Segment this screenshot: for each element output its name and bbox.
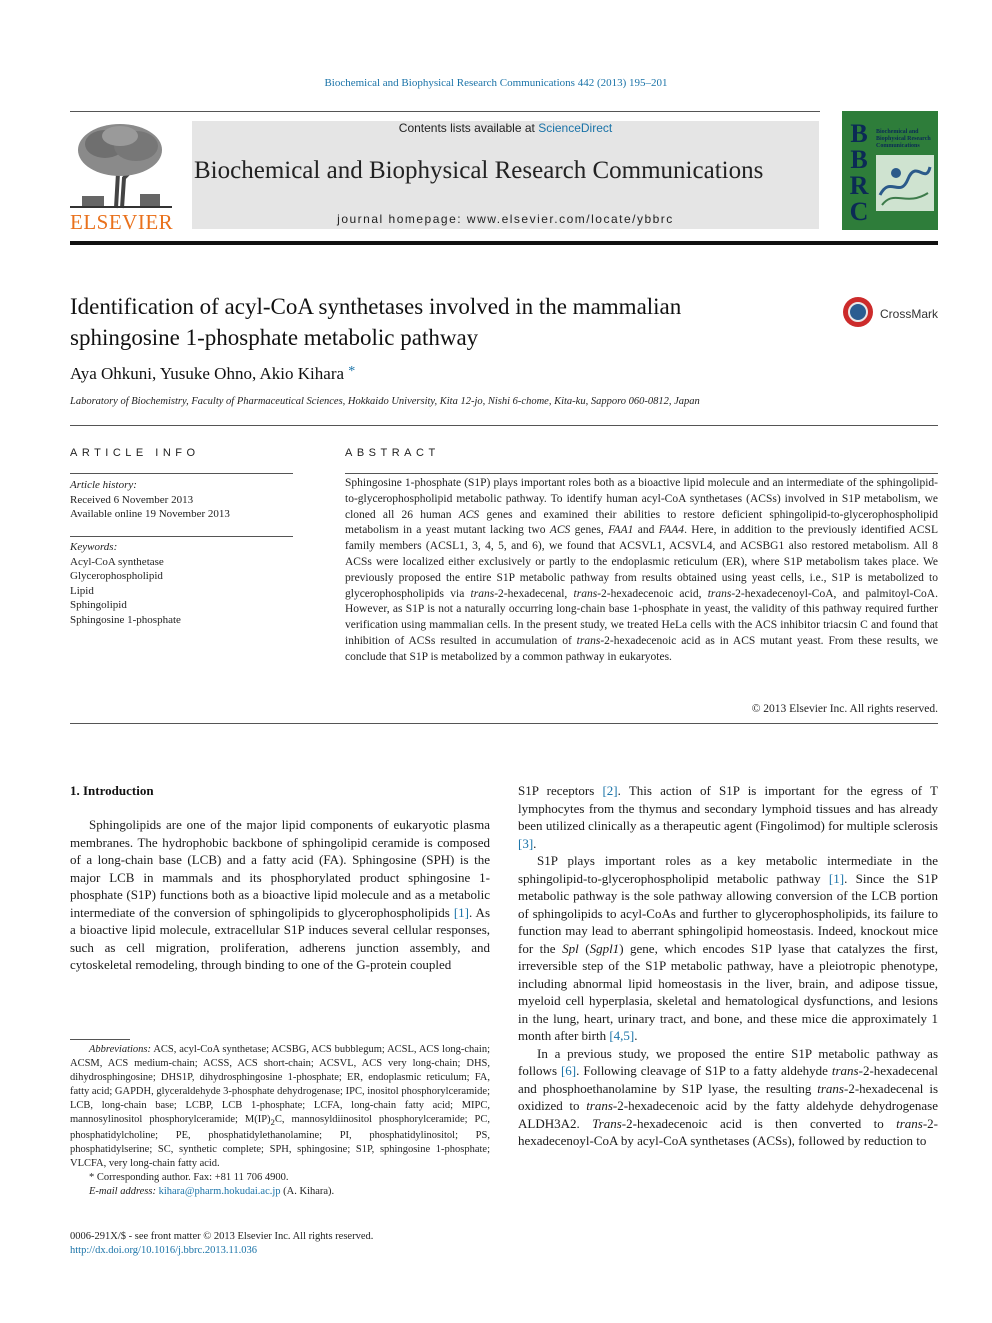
- email-link[interactable]: kihara@pharm.hokudai.ac.jp: [158, 1186, 281, 1198]
- issn-line: 0006-291X/$ - see front matter © 2013 Elsevier Inc. All rights reserved.: [70, 1231, 374, 1242]
- intro-left-column: [70, 816, 490, 974]
- intro-paragraph: S1P receptors [2]. This action of S1P is important for the egress of T lymphocytes from the thymus and secondary lymphoid tissues and has already been utilized clinically as a therapeutic agent (Fingolimod) for multiple sclerosis [3].: [518, 783, 938, 851]
- keyword: Sphingosine 1-phosphate: [70, 613, 181, 626]
- crossmark-label: CrossMark: [880, 307, 939, 321]
- intro-right-column: [518, 782, 938, 1150]
- footnotes: [70, 1043, 490, 1199]
- elsevier-logo[interactable]: [70, 118, 172, 232]
- article-title: Identification of acyl-CoA synthetases involved in the mammalian sphingosine 1-phosphate metabolic pathway: [70, 294, 682, 350]
- crossmark-icon: [843, 297, 873, 327]
- divider: [70, 473, 293, 474]
- contents-prefix: Contents lists available at: [398, 121, 539, 135]
- article-info-heading: ARTICLE INFO: [70, 447, 200, 459]
- cover-title: Biochemical and Biophysical Research Communications: [876, 129, 931, 149]
- author-names: Aya Ohkuni, Yusuke Ohno, Akio Kihara: [70, 364, 345, 383]
- cover-illustration: [876, 155, 934, 211]
- journal-banner: [192, 121, 819, 229]
- available-date: Available online 19 November 2013: [70, 508, 230, 520]
- doi-link[interactable]: http://dx.doi.org/10.1016/j.bbrc.2013.11.036: [70, 1245, 257, 1256]
- divider: [70, 536, 293, 537]
- header-bottom-rule: [70, 241, 938, 245]
- abstract-heading: ABSTRACT: [345, 447, 440, 459]
- journal-name: Biochemical and Biophysical Research Communications: [194, 157, 764, 184]
- elsevier-wordmark: ELSEVIER: [70, 210, 174, 234]
- email-suffix: (A. Kihara).: [280, 1186, 335, 1198]
- corresponding-footnote: * Corresponding author. Fax: +81 11 706 4900.: [89, 1172, 289, 1184]
- header-top-rule: [70, 111, 820, 112]
- divider: [70, 723, 938, 724]
- keyword: Lipid: [70, 584, 94, 597]
- footnote-rule: [70, 1039, 130, 1040]
- elsevier-tree-icon: [70, 118, 172, 210]
- keyword: Glycerophospholipid: [70, 570, 163, 582]
- abbreviations-footnote: Abbreviations: ACS, acyl-CoA synthetase; ACSBG, ACS bubblegum; ACSL, ACS long-chain; ACSM, ACS medium-chain; ACSS, ACS short-chain; ACSVL, ACS very long-chain; DHS, dihydrosphingosine; DHS1P, dihydrosphingosine 1-phosphate; ER, endoplasmic reticulum; FA, fatty acid; GAPDH, glyceraldehyde 3-phosphate dehydrogenase; IPC, inositol phosphorylceramide; LCB, long-chain base; LCBP, LCB 1-phosphate; LCFA, long-chain fatty acid; MIPC, mannosylinositol phosphorylceramide; $M(IP)_2C$, mannosyldiinositol phosphorylceramide; PC, phosphatidylcholine; PE, phosphatidylethanolamine; PI, phosphatidylinositol; PS, phosphatidylserine; SC, synthetic complete; SPH, sphingosine; S1P, sphingosine 1-phosphate; VLCFA, very long-chain fatty acid.: [70, 1044, 490, 1170]
- author-list: [70, 364, 355, 384]
- keywords-block: [70, 540, 293, 627]
- journal-homepage[interactable]: journal homepage: www.elsevier.com/locate/ybbrc: [337, 212, 674, 226]
- section-heading-introduction: 1. Introduction: [70, 783, 154, 798]
- intro-paragraph: S1P plays important roles as a key metabolic intermediate in the sphingolipid-to-glycerophospholipid metabolic pathway [1]. Since the S1P metabolic pathway is the sole pathway allowing conversion of the LCB portion of sphingolipids to acyl-CoAs and further to glycerophospholipids, its failure to function may lead to aberrant sphingolipid homeostasis. Indeed, knockout mice for the Spl (Sgpl1) gene, which encodes S1P lyase that catalyzes the first, irreversible step of the S1P metabolic pathway, have a pleiotropic phenotype, including abnormal lipid homeostasis in the liver, brain, and adipose tissue, myeloid cell hyperplasia, skeletal and hematological dysfunctions, and lesions in the lung, heart, urinary tract, and bone, and these mice die approximately 1 month after birth [4,5].: [518, 853, 938, 1043]
- front-matter-footer: [70, 1230, 373, 1258]
- divider: [70, 425, 938, 426]
- abstract-copyright: © 2013 Elsevier Inc. All rights reserved.: [751, 703, 938, 715]
- intro-paragraph: In a previous study, we proposed the entire S1P metabolic pathway as follows [6]. Following cleavage of S1P to a fatty aldehyde trans-2-hexadecenal and phosphoethanolamine by S1P lyase, the resulting trans-2-hexadecenal is oxidized to trans-2-hexadecenoic acid by the fatty aldehyde dehydrogenase ALDH3A2. Trans-2-hexadecenoic acid is then converted to trans-2-hexadecenoyl-CoA by acyl-CoA synthetases (ACSs), followed by reduction to: [518, 1045, 939, 1148]
- cover-letter: B: [850, 145, 868, 174]
- journal-cover-image[interactable]: [842, 111, 938, 230]
- keyword: Sphingolipid: [70, 599, 127, 611]
- sciencedirect-link[interactable]: ScienceDirect: [538, 121, 613, 135]
- keywords-label: Keywords:: [70, 541, 118, 553]
- divider: [345, 473, 938, 474]
- abstract-body: Sphingosine 1-phosphate (S1P) plays important roles both as a bioactive lipid molecule and an intermediate of the sphingolipid-to-glycerophospholipid metabolic pathway. To identify human acyl-CoA synthetases (ACSs) involved in S1P metabolism, we cloned all 26 human ACS genes and examined their abilities to restore deficient sphingolipid-to-glycerophospholipid metabolism in a yeast mutant lacking two ACS genes, FAA1 and FAA4. Here, in addition to the previously identified ACSL family members (ACSL1, 3, 4, 5, and 6), we found that ACSVL1, ACSVL4, and ACSBG1 also restored metabolism. All 8 ACSs were localized either exclusively or partly to the endoplasmic reticulum (ER), where S1P metabolism takes place. We previously proposed the entire S1P metabolic pathway from results obtained using yeast cells, i.e., S1P is metabolized to glycerophospholipids via trans-2-hexadecenal, trans-2-hexadecenoic acid, trans-2-hexadecenoyl-CoA, and palmitoyl-CoA. However, as S1P is not a naturally occurring long-chain base 1-phosphate in yeast, the validity of this pathway required further verification using mammalian cells. In the present study, we treated HeLa cells with the ACS inhibitor triacsin C and found that inhibition of ACSs resulted in accumulation of trans-2-hexadecenoic acid as in ACS mutant yeast. From these results, we conclude that S1P is metabolized by a common pathway in eukaryotes.: [345, 477, 938, 663]
- crossmark-badge[interactable]: [843, 297, 943, 333]
- cover-letter: R: [849, 171, 869, 200]
- cover-letters: [846, 121, 872, 225]
- cover-letter: B: [850, 119, 868, 148]
- keyword: Acyl-CoA synthetase: [70, 555, 164, 568]
- affiliation: Laboratory of Biochemistry, Faculty of Pharmaceutical Sciences, Hokkaido University, Kita 12-jo, Nishi 6-chome, Kita-ku, Sapporo 060-0812, Japan: [70, 396, 700, 407]
- email-label: E-mail address:: [89, 1186, 156, 1198]
- corresponding-text: Corresponding author. Fax: +81 11 706 4900.: [96, 1172, 289, 1184]
- contents-line: [192, 121, 819, 135]
- journal-citation[interactable]: Biochemical and Biophysical Research Communications 442 (2013) 195–201: [324, 77, 668, 89]
- history-label: Article history:: [70, 479, 137, 491]
- article-history: [70, 478, 293, 522]
- cover-letter: C: [849, 197, 869, 226]
- received-date: Received 6 November 2013: [70, 493, 194, 506]
- corresponding-author-mark[interactable]: *: [348, 364, 356, 379]
- email-footnote: [70, 1185, 490, 1199]
- intro-paragraph: Sphingolipids are one of the major lipid components of eukaryotic plasma membranes. The hydrophobic backbone of sphingolipid ceramide is composed of a long-chain base (LCB) and a fatty acid (FA). Sphingosine (SPH) is the major LCB in mammals and its phosphorylated product sphingosine 1-phosphate (S1P) functions both as a bioactive lipid molecule and as a metabolic intermediate of the conversion of sphingolipids to glycerophospholipids [1]. As a bioactive lipid molecule, extracellular S1P induces several cellular responses, such as cell migration, proliferation, adherens junction assembly, and cytoskeletal remodeling, through binding to one of the G-protein coupled: [70, 817, 490, 972]
